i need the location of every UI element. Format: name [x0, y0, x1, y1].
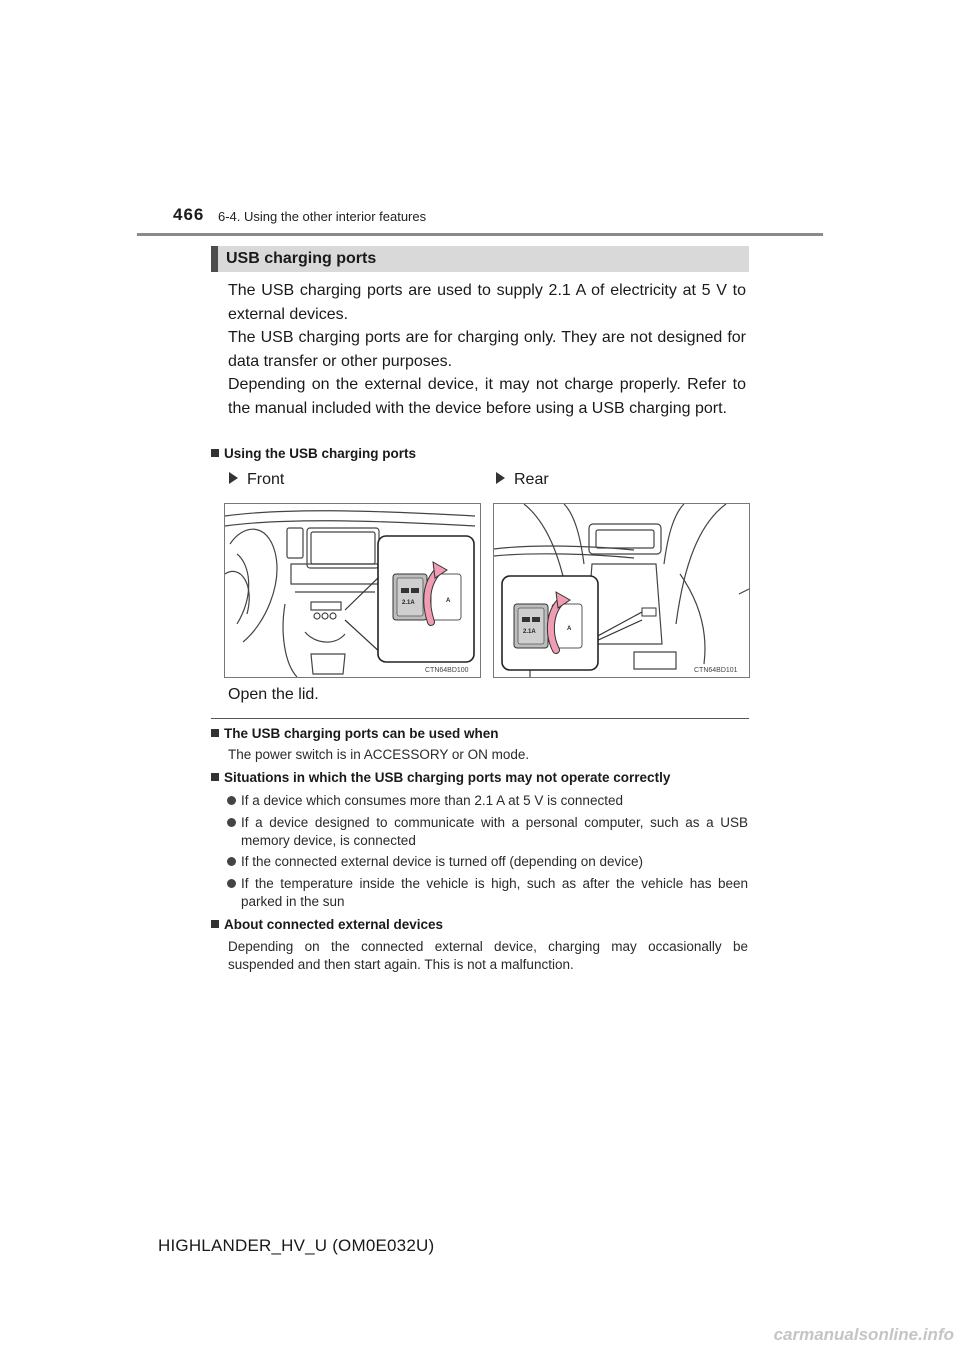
front-label-text: Front: [247, 471, 285, 488]
using-heading-text: Using the USB charging ports: [224, 446, 417, 461]
front-usb-figure: [224, 503, 481, 678]
using-heading: [211, 446, 416, 461]
instruction-text: Open the lid.: [228, 686, 319, 703]
intro-paragraph-3: Depending on the external device, it may not charge properly. Refer to the manual included with the device before using a USB charging port.: [228, 376, 746, 417]
list-item: If a device designed to communicate with a personal computer, such as a USB memory device, is connected: [241, 814, 748, 850]
bullet-dot-icon: [227, 818, 236, 827]
front-figure-code: CTN64BD100: [425, 667, 469, 674]
rear-label: [496, 471, 549, 489]
note-heading-3-text: About connected external devices: [224, 917, 444, 932]
bullet-dot-icon: [227, 796, 236, 805]
notes-divider: [211, 718, 749, 719]
rear-console-illustration: [494, 504, 749, 677]
svg-text:A: A: [446, 598, 451, 604]
rear-label-text: Rear: [514, 471, 549, 488]
footer-model-code: HIGHLANDER_HV_U (OM0E032U): [158, 1236, 435, 1255]
section-title-bar: [211, 246, 749, 272]
list-item: If the connected external device is turned off (depending on device): [241, 853, 748, 871]
header-divider: [137, 233, 823, 236]
intro-paragraph-2: The USB charging ports are for charging only. They are not designed for data transfer or other purposes.: [228, 329, 746, 370]
intro-paragraph-1: The USB charging ports are used to supply 2.1 A of electricity at 5 V to external devices.: [228, 282, 746, 323]
note-heading-1-text: The USB charging ports can be used when: [224, 726, 499, 741]
square-bullet-icon: [211, 449, 219, 457]
triangle-right-icon: [229, 472, 238, 484]
rear-port-label: 2.1A: [523, 629, 536, 635]
note-heading-3: [211, 917, 443, 932]
rear-usb-figure: [493, 503, 750, 678]
section-title: USB charging ports: [226, 250, 377, 267]
chapter-section-label: 6-4. Using the other interior features: [218, 209, 427, 224]
svg-text:A: A: [567, 626, 572, 632]
bullet-dot-icon: [227, 879, 236, 888]
note-body-1: The power switch is in ACCESSORY or ON mode.: [228, 747, 530, 762]
note-heading-2: [211, 770, 670, 785]
rear-figure-code: CTN64BD101: [694, 667, 738, 674]
list-item: If the temperature inside the vehicle is high, such as after the vehicle has been parked in the sun: [241, 875, 748, 911]
page-number: 466: [173, 205, 205, 224]
watermark: carmanualsonline.info: [773, 1325, 954, 1344]
square-bullet-icon: [211, 729, 219, 737]
note-body-3: Depending on the connected external device, charging may occasionally be suspended and then start again. This is not a malfunction.: [228, 939, 748, 972]
bullet-dot-icon: [227, 857, 236, 866]
front-label: [229, 471, 284, 489]
square-bullet-icon: [211, 920, 219, 928]
triangle-right-icon: [496, 472, 505, 484]
note-heading-1: [211, 726, 499, 741]
note-heading-2-text: Situations in which the USB charging ports may not operate correctly: [224, 770, 671, 785]
front-dashboard-illustration: [225, 504, 480, 677]
list-item: If a device which consumes more than 2.1 A at 5 V is connected: [241, 792, 748, 810]
front-port-label: 2.1A: [402, 600, 415, 606]
square-bullet-icon: [211, 773, 219, 781]
